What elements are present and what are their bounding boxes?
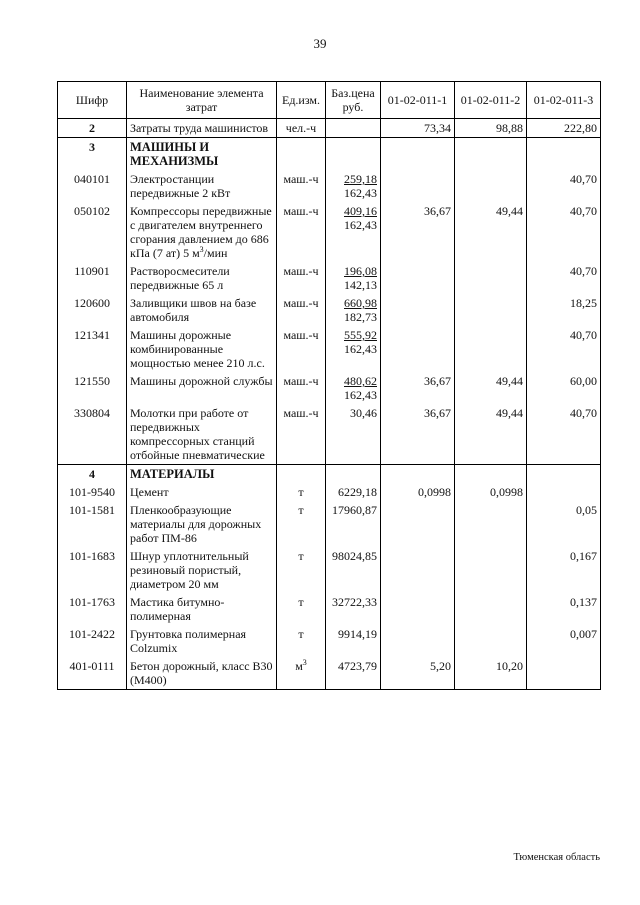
machines-section-title: МАШИНЫ И МЕХАНИЗМЫ (127, 138, 277, 171)
table-row: 101-9540 Цемент т 6229,18 0,0998 0,0998 (58, 483, 601, 501)
materials-section-title: МАТЕРИАЛЫ (127, 465, 277, 484)
table-row: 120600 Заливщики швов на базе автомобиля маш.-ч 660,98 182,73 18,25 (58, 294, 601, 326)
table-row: 110901 Растворосмесители передвижные 65 л маш.-ч 196,08 142,13 40,70 (58, 262, 601, 294)
labor-name: Затраты труда машинистов (127, 119, 277, 138)
resource-norms-table (57, 81, 601, 690)
labor-value-3: 222,80 (527, 119, 601, 138)
section-row-machines (58, 138, 601, 171)
table-row: 401-0111 Бетон дорожный, класс B30 (М400) $м^3$ 4723,79 5,20 10,20 (58, 657, 601, 690)
table-row: 121550 Машины дорожной службы маш.-ч 480,62 162,43 36,67 49,44 60,00 (58, 372, 601, 404)
table-row: 121341 Машины дорожные комбинированные мощностью менее 210 л.с. маш.-ч 555,92 162,43 40,70 (58, 326, 601, 372)
labor-value-2: 98,88 (455, 119, 527, 138)
table-row-labor (58, 119, 601, 138)
header-norm-3: 01-02-011-3 (527, 82, 601, 119)
materials-section-number: 4 (58, 465, 127, 484)
header-code: Шифр (58, 82, 127, 119)
table-row: 101-2422 Грунтовка полимерная Colzumix т 9914,19 0,007 (58, 625, 601, 657)
labor-code: 2 (58, 119, 127, 138)
page-number: 39 (313, 36, 327, 51)
footer-region: Тюменская область (513, 852, 600, 863)
labor-unit: чел.-ч (277, 119, 326, 138)
header-norm-1: 01-02-011-1 (381, 82, 455, 119)
table-row: 330804 Молотки при работе от передвижных компрессорных станций отбойные пневматические маш.-ч 30,46 36,67 49,44 40,70 (58, 404, 601, 465)
table-row: 101-1763 Мастика битумно-полимерная т 32722,33 0,137 (58, 593, 601, 625)
table-row: 101-1581 Пленкообразующие материалы для дорожных работ ПМ-86 т 17960,87 0,05 (58, 501, 601, 547)
machines-section-number: 3 (58, 138, 127, 171)
header-unit: Ед.изм. (277, 82, 326, 119)
table-row: 050102 Компрессоры передвижные с двигателем внутреннего сгорания давлением до 686 кПа (7 ат) 5 $м^3$/мин маш.-ч 409,16 162,43 36,67 49,44 40,70 (58, 202, 601, 262)
table-row: 040101 Электростанции передвижные 2 кВт маш.-ч 259,18 162,43 40,70 (58, 170, 601, 202)
section-row-materials (58, 465, 601, 484)
table-header-row (58, 82, 601, 119)
header-norm-2: 01-02-011-2 (455, 82, 527, 119)
header-name: Наименование элемента затрат (127, 82, 277, 119)
labor-value-1: 73,34 (381, 119, 455, 138)
table-row: 101-1683 Шнур уплотнительный резиновый пористый, диаметром 20 мм т 98024,85 0,167 (58, 547, 601, 593)
header-base-price: Баз.цена руб. (326, 82, 381, 119)
